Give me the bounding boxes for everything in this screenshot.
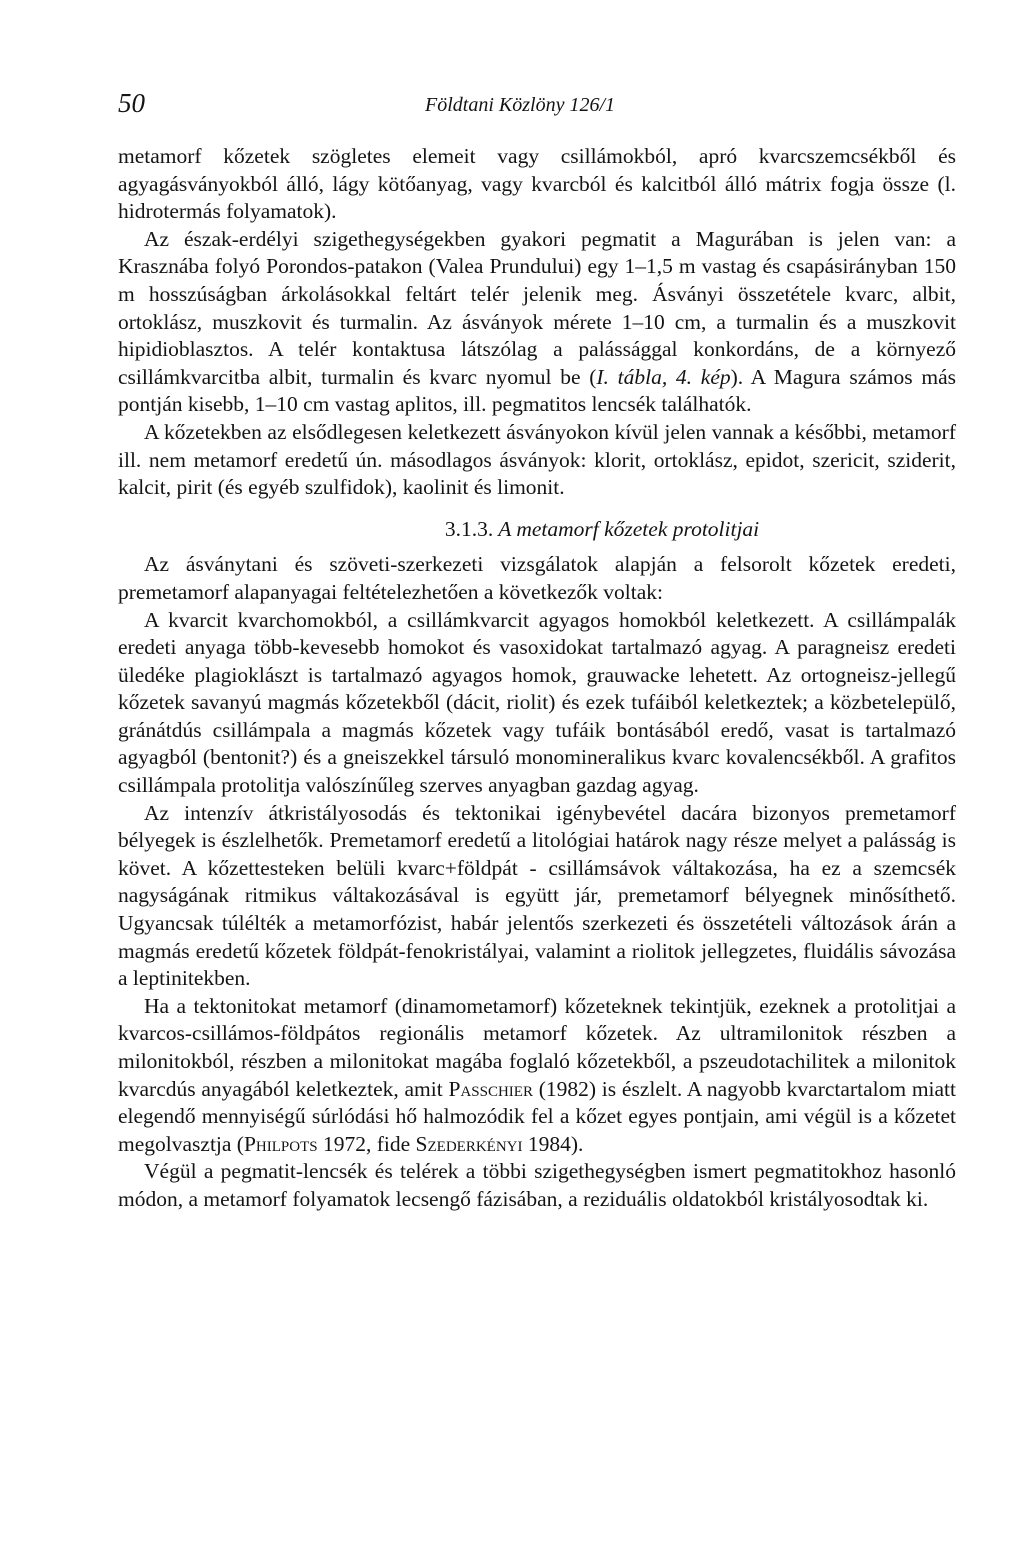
paragraph: Végül a pegmatit-lencsék és telérek a többi szigethegységben ismert pegmatitokhoz hasonló módon, a metamorf folyamatok lecsengő fázisában, a reziduális oldatokból kristályosodtak ki. bbox=[118, 1159, 956, 1211]
section-title: A metamorf kőzetek protolitjai bbox=[498, 516, 760, 541]
author-name: Passchier bbox=[448, 1076, 533, 1101]
paragraph: metamorf kőzetek szögletes elemeit vagy csillámokból, apró kvarcszemcsékből és agyagásványokból álló, lágy kötőanyag, vagy kvarcból és kalcitból álló mátrix fogja össze (l. hidrotermás folyamatok). bbox=[118, 144, 956, 224]
paragraph: A kőzetekben az elsődlegesen keletkezett ásványokon kívül jelen vannak a későbbi, metamorf ill. nem metamorf eredetű ún. másodlagos ásványok: klorit, ortoklász, epidot, szericit, sziderit, kalcit, pirit (és egyéb szulfidok), kaolinit és limonit. bbox=[118, 419, 956, 500]
journal-running-head: Földtani Közlöny 126/1 bbox=[425, 94, 615, 116]
section-number: 3.1.3. bbox=[444, 516, 494, 541]
paragraph: Az ásványtani és szöveti-szerkezeti vizsgálatok alapján a felsorolt kőzetek eredeti, premetamorf alapanyagai feltételezhetően a következők voltak: bbox=[118, 552, 956, 604]
paragraph bbox=[118, 993, 956, 1159]
text-run: 1984). bbox=[522, 1131, 584, 1156]
section-heading bbox=[118, 516, 956, 544]
page-header bbox=[118, 88, 960, 128]
text-run: (1982) is észlelt. A nagyobb kvarctartalom miatt elegendő mennyiségű súrlódási hő halmozódik fel a kőzet egyes pontjain, ami végül is a kőzetet megolvasztja ( bbox=[118, 1076, 957, 1156]
author-name: Philpots bbox=[243, 1131, 318, 1156]
body-text bbox=[118, 143, 956, 1214]
text-run: ). A Magura számos más pontján kisebb, 1–10 cm vastag aplitos, ill. pegmatitos lencsék találhatók. bbox=[118, 364, 956, 417]
text-run: 1972, fide bbox=[317, 1131, 416, 1156]
page-number: 50 bbox=[118, 88, 145, 118]
paragraph bbox=[118, 226, 956, 419]
paragraph: A kvarcit kvarchomokból, a csillámkvarcit agyagos homokból keletkezett. A csillámpalák eredeti anyaga több-kevesebb homokot és vasoxidokat tartalmazó agyag. A paragneisz eredeti üledéke plagioklászt is tartalmazó agyagos homok, grauwacke lehetett. Az ortogneisz-jellegű kőzetek savanyú magmás kőzetekből (dácit, riolit) és ezek tufáiból keletkeztek; a közbetelepülő, gránátdús csillámpala a magmás kőzetek vagy tufáik bontásából eredő, vasat is tartalmazó agyagból (bentonit?) és a gneiszekkel társuló monomineralikus kvarc kovalencsékből. A grafitos csillámpala protolitja valószínűleg szerves anyagban gazdag agyag. bbox=[118, 607, 956, 798]
author-name: Szederkényi bbox=[415, 1131, 523, 1156]
figure-reference: I. tábla, 4. kép bbox=[596, 364, 731, 389]
text-run: Az észak-erdélyi szigethegységekben gyakori pegmatit a Magurában is jelen van: a Krasznába folyó Porondos-patakon (Valea Prundului) egy 1–1,5 m vastag és csapásirányban 150 m hosszúságban árkolásokkal feltárt telér jelenik meg. Ásványi összetétele kvarc, albit, ortoklász, muszkovit és turmalin. Az ásványok mérete 1–10 cm, a turmalin és a muszkovit hipidioblasztos. A telér kontaktusa látszólag a palássággal konkordáns, de a környező csillámkvarcitba albit, turmalin és kvarc nyomul be ( bbox=[118, 226, 956, 389]
text-run: Ha a tektonitokat metamorf (dinamometamorf) kőzeteknek tekintjük, ezeknek a protolitjai a kvarcos-csillámos-földpátos regionális metamorf kőzetek. Az ultramilonitok részben a milonitokból, részben a milonitokat magába foglaló kőzetekből, a pszeudotachilitek a milonitok kvarcdús anyagából keletkeztek, amit bbox=[118, 993, 956, 1101]
paragraph: Az intenzív átkristályosodás és tektonikai igénybevétel dacára bizonyos premetamorf bélyegek is észlelhetők. Premetamorf eredetű a litológiai határok nagy része melyet a palásság is követ. A kőzettesteken belüli kvarc+földpát - csillámsávok váltakozása, ha ez a szemcsék nagyságának ritmikus váltakozásával is együtt jár, premetamorf bélyegnek minősíthető. Ugyancsak túlélték a metamorfózist, habár jelentős szerkezeti és összetételi változások árán a magmás eredetű kőzetek földpát-fenokristályai, valamint a riolitok jellegzetes, fluidális sávozása a leptinitekben. bbox=[118, 800, 956, 991]
